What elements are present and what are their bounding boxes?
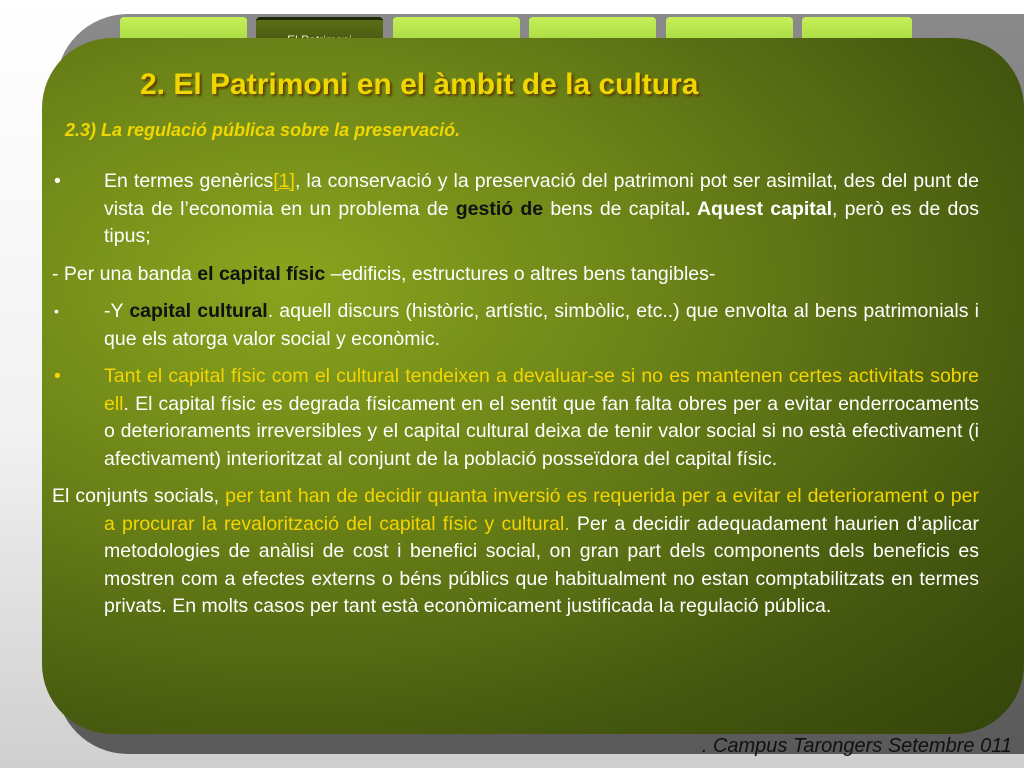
- bullet-icon: •: [54, 170, 61, 192]
- paragraph-text: . El capital físic es degrada físicament en el sentit que fan falta obres per a evitar enderrocaments o deterioraments irreversibles y el capital cultural deixa de tenir valor social si no està efectivament (i afectivament) interioritzat al conjunt de la població posseïdora del capital físic.: [104, 392, 979, 470]
- paragraph-2: [52, 261, 979, 289]
- paragraph-text: , però es de dos tipus;: [104, 197, 979, 247]
- footnote-link[interactable]: [1]: [273, 170, 295, 192]
- emphasis-text: el capital físic: [197, 262, 326, 285]
- paragraph-text: –edificis, estructures o altres bens tangibles-: [325, 262, 716, 285]
- emphasis-text: . Aquest capital: [685, 197, 833, 220]
- slide-body: [52, 168, 979, 631]
- highlight-text: per tant han de decidir quanta inversió es requerida per a evitar el deteriorament o per a procurar la revalorització del capital físic y cultural.: [104, 485, 979, 535]
- slide-title: 2. El Patrimoni en el àmbit de la cultura: [140, 68, 699, 101]
- paragraph-text: -Y: [104, 300, 130, 322]
- bullet-icon: •: [54, 303, 59, 319]
- paragraph-5: [52, 483, 979, 621]
- paragraph-text: - Per una banda: [52, 262, 198, 285]
- paragraph-text: . aquell discurs (històric, artístic, simbòlic, etc..) que envolta al bens patrimonials i que els atorga valor social y econòmic.: [104, 300, 979, 350]
- paragraph-text: , la conservació y la preservació del patrimoni pot ser asimilat, des del punt de vista de l’economia en un problema de: [104, 170, 979, 220]
- bullet-icon: •: [54, 365, 61, 387]
- paragraph-text: bens de capital: [543, 197, 686, 220]
- paragraph-text: En termes genèrics: [104, 170, 274, 192]
- paragraph-4: [52, 363, 979, 473]
- paragraph-1: [52, 168, 979, 251]
- emphasis-text: capital cultural: [129, 300, 268, 322]
- paragraph-3: [52, 298, 979, 353]
- paragraph-text: Per a decidir adequadament haurien d’aplicar metodologies de anàlisi de cost i benefici social, on gran part dels components dels beneficis es mostren com a efectes externs o béns públics que habitualment no estan comptabilitzats en termes privats. En molts casos per tant està econòmicament justificada la regulació pública.: [104, 512, 980, 617]
- paragraph-text: El conjunts socials,: [52, 485, 226, 507]
- slide-footer: . Campus Tarongers Setembre 011: [701, 735, 1012, 757]
- highlight-text: Tant el capital físic com el cultural tendeixen a devaluar-se si no es mantenen certes activitats sobre ell: [104, 365, 979, 415]
- emphasis-text: gestió de: [455, 197, 544, 220]
- slide-subtitle: 2.3) La regulació pública sobre la preservació.: [65, 120, 461, 140]
